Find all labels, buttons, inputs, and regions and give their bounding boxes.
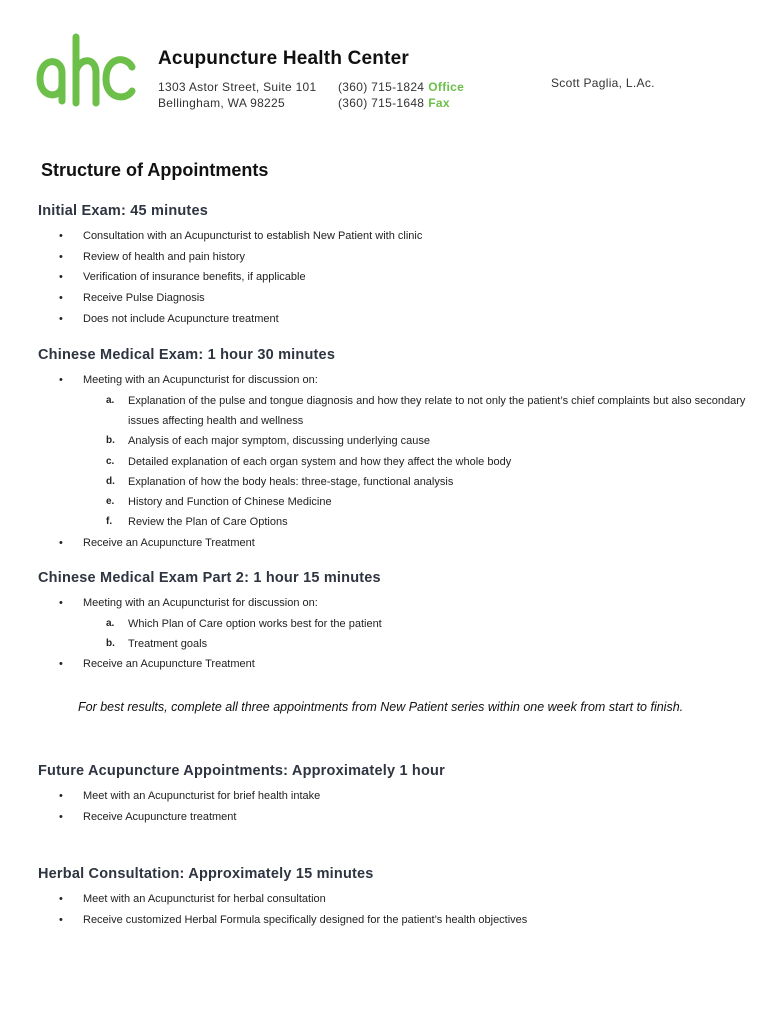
sub-text: Explanation of how the body heals: three-stage, functional analysis (128, 475, 454, 488)
sub-item (83, 614, 758, 634)
sub-item (83, 512, 758, 532)
address-line-1: 1303 Astor Street, Suite 101 (158, 80, 317, 94)
sub-marker: e. (106, 496, 115, 508)
section-chinese-medical-exam (38, 347, 758, 553)
list-item: • Receive customized Herbal Formula specifically designed for the patient’s health objectives (38, 910, 527, 931)
section-initial-exam (38, 203, 422, 330)
phone-fax-label: Fax (428, 96, 450, 110)
sub-marker: c. (106, 455, 115, 467)
sub-item (83, 634, 758, 654)
sub-text: Explanation of the pulse and tongue diagnosis and how they relate to not only the patient’s chief complaints but also secondary issues affecting health and wellness (128, 394, 746, 427)
list-item (38, 593, 758, 654)
practitioner-name: Scott Paglia, L.Ac. (551, 76, 655, 90)
sub-text: Treatment goals (128, 638, 208, 650)
phone-fax-number: (360) 715-1648 (338, 96, 425, 110)
sub-item (83, 492, 758, 512)
sub-item (83, 431, 758, 451)
page-title: Structure of Appointments (41, 160, 269, 180)
sub-text: Review the Plan of Care Options (128, 516, 288, 529)
list-item: • Review of health and pain history (38, 247, 422, 268)
phone-office-number: (360) 715-1824 (338, 80, 425, 94)
phone-office-label: Office (428, 80, 465, 94)
section-heading: Initial Exam: 45 minutes (38, 203, 208, 219)
section-heading: Chinese Medical Exam Part 2: 1 hour 15 minutes (38, 570, 381, 586)
sub-text: Detailed explanation of each organ system and how they affect the whole body (128, 455, 512, 468)
sub-marker: b. (106, 435, 115, 447)
list-item (38, 370, 758, 533)
list-item: • Meet with an Acupuncturist for brief health intake (38, 786, 445, 807)
phone-office (338, 80, 464, 94)
sub-text: History and Function of Chinese Medicine (128, 496, 332, 509)
list-item-text: Meeting with an Acupuncturist for discussion on: (83, 597, 318, 609)
section-heading: Chinese Medical Exam: 1 hour 30 minutes (38, 347, 336, 363)
sub-marker: a. (106, 394, 115, 406)
address-line-2: Bellingham, WA 98225 (158, 96, 285, 110)
sub-marker: b. (106, 638, 115, 649)
section-heading: Herbal Consultation: Approximately 15 minutes (38, 866, 374, 882)
list-item: • Verification of insurance benefits, if applicable (38, 267, 422, 288)
list-item: • Meet with an Acupuncturist for herbal consultation (38, 889, 527, 910)
ahc-logo (36, 33, 138, 109)
list-item: • Receive Pulse Diagnosis (38, 288, 422, 309)
best-results-note: For best results, complete all three appointments from New Patient series within one week from start to finish. (78, 700, 684, 714)
section-heading: Future Acupuncture Appointments: Approximately 1 hour (38, 763, 445, 779)
sub-item (83, 391, 758, 432)
list-item: • Receive an Acupuncture Treatment (38, 654, 758, 675)
section-herbal-consultation (38, 866, 527, 930)
list-item: • Consultation with an Acupuncturist to establish New Patient with clinic (38, 226, 422, 247)
sub-marker: a. (106, 617, 115, 629)
sub-text: Which Plan of Care option works best for the patient (128, 617, 382, 630)
sub-item (83, 452, 758, 472)
sub-item (83, 472, 758, 492)
section-chinese-medical-exam-part-2 (38, 570, 758, 675)
list-item: • Receive an Acupuncture Treatment (38, 533, 758, 554)
phone-fax (338, 96, 450, 110)
org-name: Acupuncture Health Center (158, 48, 409, 69)
sub-marker: d. (106, 475, 115, 487)
sub-marker: f. (106, 516, 113, 528)
list-item-text: Meeting with an Acupuncturist for discussion on: (83, 374, 318, 386)
section-future-appointments (38, 763, 445, 827)
list-item: • Does not include Acupuncture treatment (38, 309, 422, 330)
sub-text: Analysis of each major symptom, discussing underlying cause (128, 435, 431, 448)
list-item: • Receive Acupuncture treatment (38, 807, 445, 828)
